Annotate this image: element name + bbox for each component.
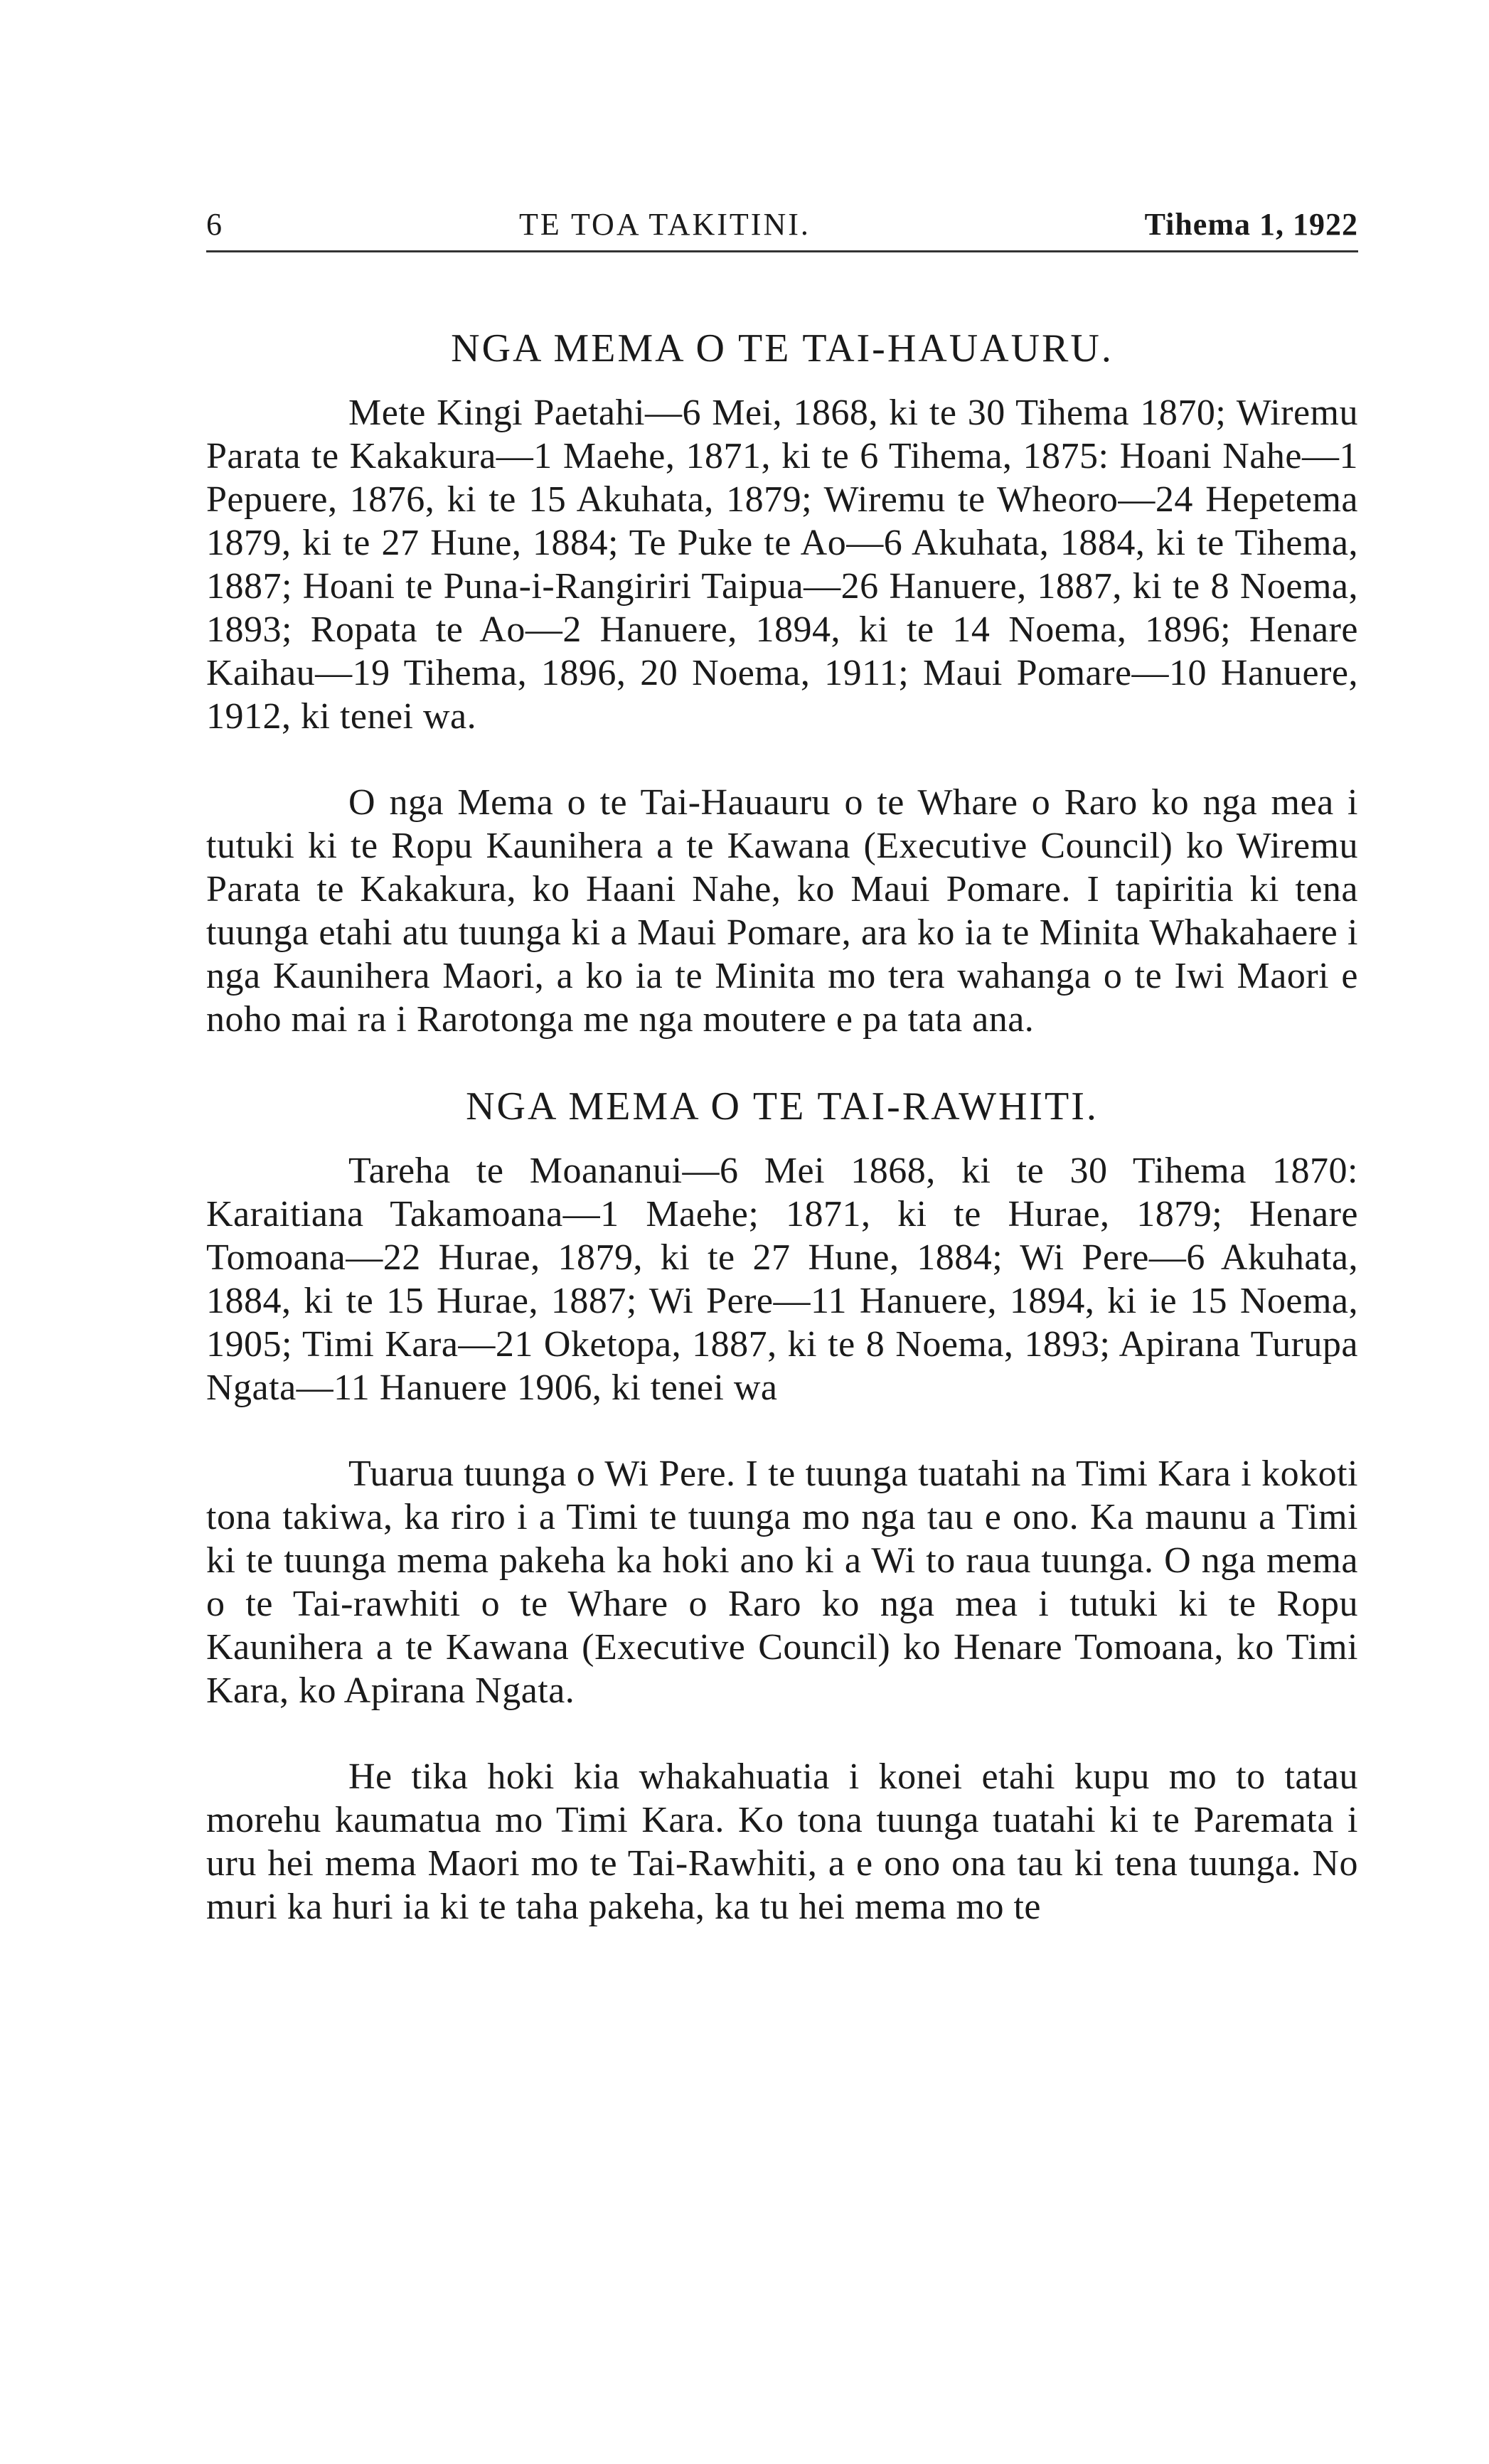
page-number: 6 [206,207,223,242]
paragraph: Mete Kingi Paetahi—6 Mei, 1868, ki te 30 Tihema 1870; Wiremu Parata te Kakakura—1 Maehe, 1871, ki te 6 Tihema, 1875: Hoani Nahe—1 Pepuere, 1876, ki te 15 Akuhata, 1879; Wiremu te Wheoro—24 Hepetema 1879, ki te 27 Hune, 1884; Te Puke te Ao—6 Akuhata, 1884, ki te Tihema, 1887; Hoani te Puna-i-Rangiriri Taipua—26 Hanuere, 1887, ki te 8 Noema, 1893; Ropata te Ao—2 Hanuere, 1894, ki te 14 Noema, 1896; Henare Kaihau—19 Tihema, 1896, 20 Noema, 1911; Maui Pomare—10 Hanuere, 1912, ki tenei wa. [206,393,1358,737]
section-tai-rawhiti [206,1084,1358,1929]
running-header [206,206,1358,270]
section-heading: NGA MEMA O TE TAI-RAWHITI. [466,1084,1099,1129]
section-tai-hauauru [206,326,1358,1041]
issue-date: Tihema 1, 1922 [1144,207,1358,242]
paragraph: Tareha te Moananui—6 Mei 1868, ki te 30 Tihema 1870: Karaitiana Takamoana—1 Maehe; 1871, ki te Hurae, 1879; Henare Tomoana—22 Hurae, 1879, ki te 27 Hune, 1884; Wi Pere—6 Akuhata, 1884, ki te 15 Hurae, 1887; Wi Pere—11 Hanuere, 1894, ki ie 15 Noema, 1905; Timi Kara—21 Oketopa, 1887, ki te 8 Noema, 1893; Apirana Turupa Ngata—11 Hanuere 1906, ki tenei wa [206,1151,1358,1408]
paragraph: He tika hoki kia whakahuatia i konei etahi kupu mo to tatau morehu kaumatua mo Timi Kara. Ko tona tuunga tuatahi ki te Paremata i uru hei mema Maori mo te Tai-Rawhiti, a e ono ona tau ki tena tuunga. No muri ka huri ia ki te taha pakeha, ka tu hei mema mo te [206,1756,1358,1927]
paragraph: O nga Mema o te Tai-Hauauru o te Whare o Raro ko nga mea i tutuki ki te Ropu Kaunihera a te Kawana (Executive Council) ko Wiremu Parata te Kakakura, ko Haani Nahe, ko Maui Pomare. I tapiritia ki tena tuunga etahi atu tuunga ki a Maui Pomare, ara ko ia te Minita Whakahaere i nga Kaunihera Maori, a ko ia te Minita mo tera wahanga o te Iwi Maori e noho mai ra i Rarotonga me nga moutere e pa tata ana. [206,782,1358,1040]
document-page [206,206,1358,1973]
header-rule [206,250,1358,252]
journal-title: TE TOA TAKITINI. [519,207,811,242]
paragraph: Tuarua tuunga o Wi Pere. I te tuunga tuatahi na Timi Kara i kokoti tona takiwa, ka riro i a Timi te tuunga mo nga tau e ono. Ka maunu a Timi ki te tuunga mema pakeha ka hoki ano ki a Wi to raua tuunga. O nga mema o te Tai-rawhiti o te Whare o Raro ko nga mea i tutuki ki te Ropu Kaunihera a te Kawana (Executive Council) ko Henare Tomoana, ko Timi Kara, ko Apirana Ngata. [206,1454,1358,1711]
section-heading: NGA MEMA O TE TAI-HAUAURU. [451,326,1114,370]
